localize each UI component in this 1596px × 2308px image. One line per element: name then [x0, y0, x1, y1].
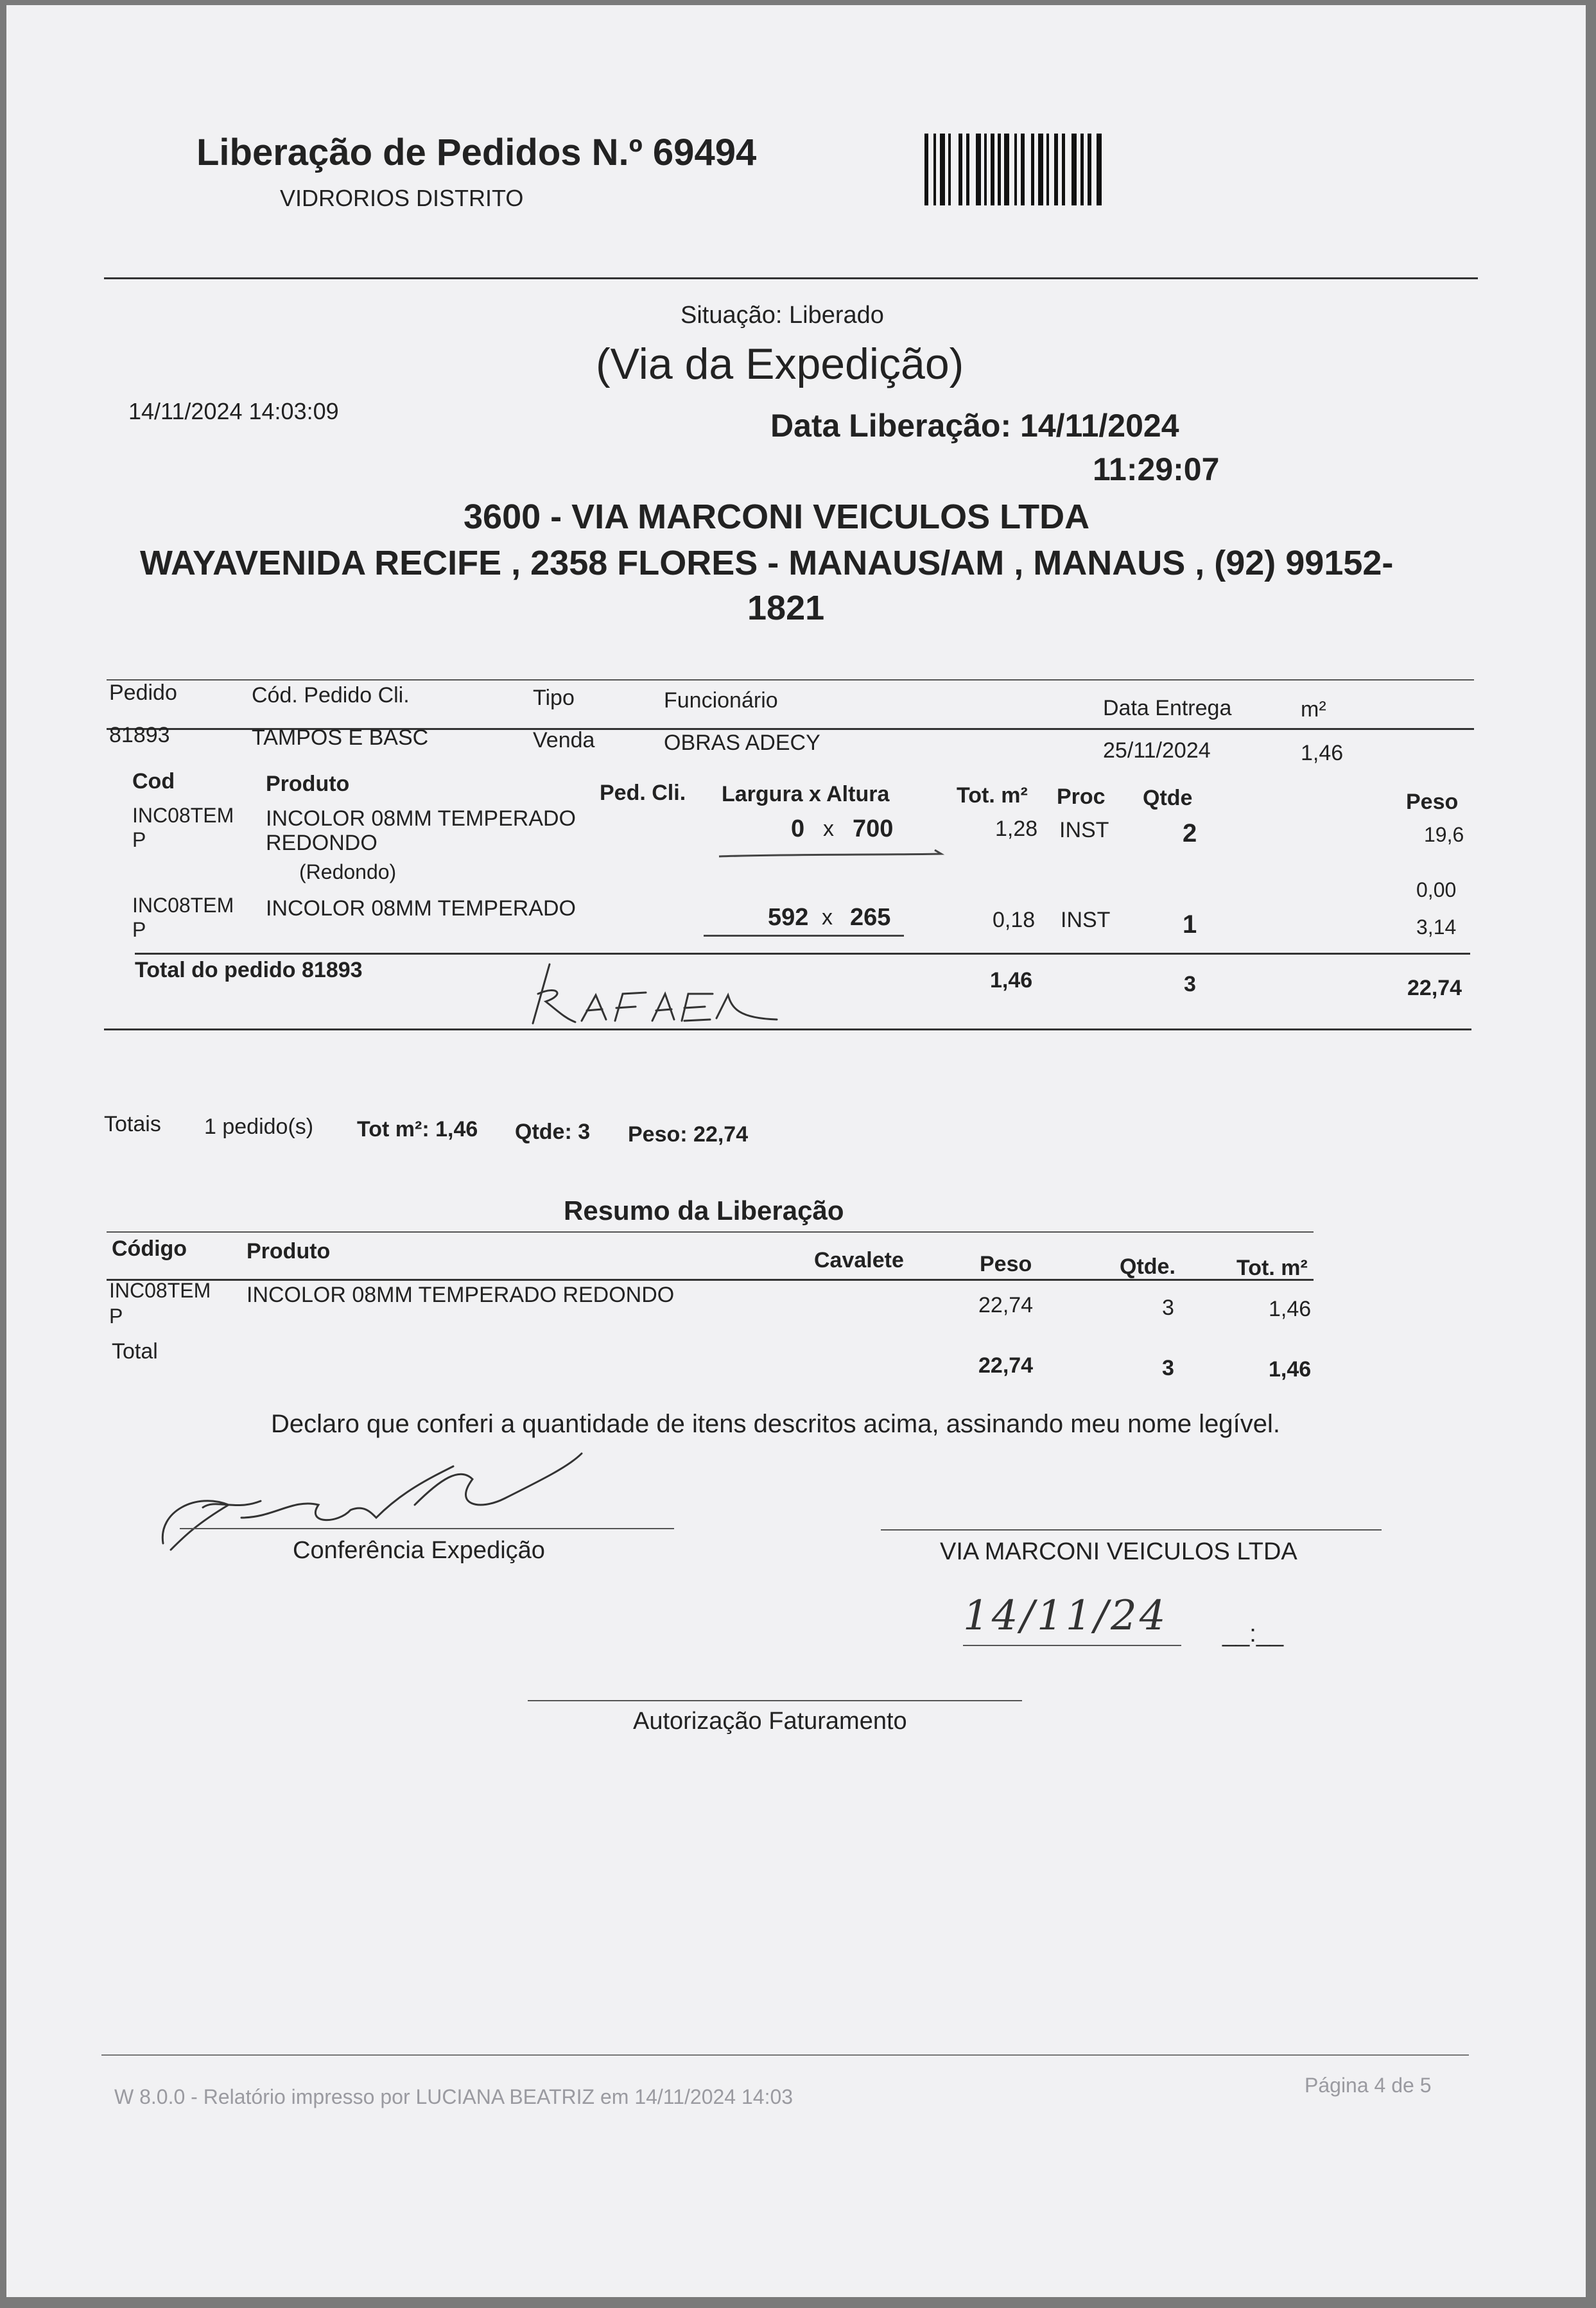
- header-divider: [104, 277, 1478, 279]
- customer-address-line2: 1821: [747, 589, 825, 627]
- cell-data-entrega: 25/11/2024: [1103, 738, 1211, 763]
- item2-altura: 265: [850, 904, 891, 931]
- item2-cod: INC08TEM: [132, 894, 234, 917]
- totals-peso: Peso: 22,74: [628, 1122, 749, 1147]
- order-table-top-border: [107, 679, 1474, 681]
- item1-altura: 700: [853, 815, 894, 842]
- item1-proc: INST: [1059, 818, 1109, 842]
- document-title: Liberação de Pedidos N.º 69494: [196, 132, 757, 173]
- totals-qtde: Qtde: 3: [515, 1120, 591, 1144]
- summary-top-border: [107, 1231, 1314, 1233]
- release-date: Data Liberação: 14/11/2024: [770, 408, 1179, 444]
- date-underline: [963, 1645, 1181, 1646]
- print-datetime: 14/11/2024 14:03:09: [128, 398, 339, 424]
- document-page: [6, 5, 1586, 2297]
- item1-peso-extra: 0,00: [1416, 878, 1457, 901]
- conferencia-label: Conferência Expedição: [293, 1537, 545, 1564]
- cell-m2: 1,46: [1301, 741, 1344, 765]
- col-cod-pedido-cli: Cód. Pedido Cli.: [252, 683, 410, 707]
- col-produto: Produto: [266, 772, 350, 796]
- item1-x: x: [823, 817, 834, 841]
- cell-tipo: Venda: [533, 728, 595, 752]
- customer-signature-line: [881, 1529, 1382, 1531]
- item2-x: x: [822, 905, 833, 930]
- col-proc: Proc: [1057, 785, 1106, 809]
- item1-peso: 19,6: [1424, 823, 1464, 846]
- customer-name: 3600 - VIA MARCONI VEICULOS LTDA: [464, 498, 1090, 536]
- item1-dimension-underline: [716, 846, 948, 865]
- autorizacao-signature-line: [528, 1700, 1022, 1701]
- item1-tot-m2: 1,28: [995, 817, 1038, 841]
- item2-produto: INCOLOR 08MM TEMPERADO: [266, 896, 577, 921]
- item1-cod-cont: P: [132, 828, 146, 851]
- summary-total-peso: 22,74: [978, 1353, 1034, 1378]
- item2-peso: 3,14: [1416, 915, 1457, 939]
- summary-cell-produto: INCOLOR 08MM TEMPERADO REDONDO: [247, 1283, 675, 1307]
- summary-total-label: Total: [112, 1339, 158, 1364]
- item2-dimension-underline: [704, 935, 904, 937]
- footer-page-number: Página 4 de 5: [1305, 2074, 1432, 2097]
- col-ped-cli: Ped. Cli.: [600, 781, 686, 805]
- summary-title: Resumo da Liberação: [564, 1195, 844, 1226]
- summary-col-codigo: Código: [112, 1236, 187, 1261]
- declaration-text: Declaro que conferi a quantidade de itens descritos acima, assinando meu nome legível.: [271, 1410, 1281, 1438]
- handwritten-signature-conferencia: [158, 1453, 594, 1550]
- handwritten-date: 14/11/24: [963, 1592, 1168, 1640]
- item2-largura: 592: [768, 904, 809, 931]
- footer-printed-by: W 8.0.0 - Relatório impresso por LUCIANA BEATRIZ em 14/11/2024 14:03: [114, 2085, 794, 2108]
- summary-total-m2: 1,46: [1269, 1357, 1312, 1382]
- customer-address-line1: WAYAVENIDA RECIFE , 2358 FLORES - MANAUS/AM , MANAUS , (92) 99152-: [140, 544, 1394, 582]
- item1-qtde: 2: [1183, 819, 1197, 847]
- col-cod: Cod: [132, 769, 175, 794]
- totals-label: Totais: [104, 1112, 161, 1136]
- col-tot-m2: Tot. m²: [957, 783, 1028, 808]
- via-label: (Via da Expedição): [596, 340, 964, 388]
- col-largura-altura: Largura x Altura: [722, 782, 890, 806]
- time-placeholder: __:__: [1222, 1620, 1284, 1647]
- company-name: VIDRORIOS DISTRITO: [280, 185, 524, 211]
- summary-cell-codigo-cont: P: [109, 1305, 123, 1328]
- order-total-peso: 22,74: [1407, 976, 1462, 1000]
- item2-qtde: 1: [1183, 910, 1197, 939]
- order-section-bottom-divider: [104, 1028, 1471, 1030]
- autorizacao-label: Autorização Faturamento: [633, 1708, 907, 1735]
- summary-col-qtde: Qtde.: [1120, 1254, 1175, 1279]
- order-total-label: Total do pedido 81893: [135, 958, 363, 982]
- item1-largura: 0: [791, 815, 805, 842]
- summary-col-tot-m2: Tot. m²: [1236, 1256, 1308, 1280]
- item1-produto-note: (Redondo): [299, 860, 397, 883]
- summary-total-qtde: 3: [1162, 1356, 1174, 1380]
- col-peso: Peso: [1406, 790, 1459, 814]
- item1-produto: INCOLOR 08MM TEMPERADO: [266, 806, 577, 831]
- handwritten-signature-rafael: [520, 957, 790, 1034]
- totals-m2: Tot m²: 1,46: [357, 1117, 478, 1141]
- summary-col-peso: Peso: [980, 1252, 1032, 1276]
- item1-cod: INC08TEM: [132, 804, 234, 827]
- col-data-entrega: Data Entrega: [1103, 696, 1232, 720]
- col-funcionario: Funcionário: [664, 688, 778, 713]
- footer-divider: [101, 2054, 1469, 2056]
- item2-proc: INST: [1061, 908, 1111, 932]
- order-total-m2: 1,46: [990, 968, 1033, 993]
- summary-col-cavalete: Cavalete: [814, 1248, 904, 1272]
- col-m2: m²: [1301, 697, 1326, 722]
- item2-tot-m2: 0,18: [993, 908, 1036, 932]
- summary-col-produto: Produto: [247, 1239, 331, 1263]
- item2-cod-cont: P: [132, 918, 146, 941]
- customer-signature-label: VIA MARCONI VEICULOS LTDA: [940, 1538, 1297, 1565]
- col-qtde: Qtde: [1143, 786, 1193, 810]
- cell-cod-pedido-cli: TAMPOS E BASC: [252, 725, 429, 750]
- barcode: [924, 134, 1168, 205]
- summary-cell-codigo: INC08TEM: [109, 1279, 211, 1302]
- cell-funcionario: OBRAS ADECY: [664, 731, 820, 755]
- summary-cell-peso: 22,74: [978, 1293, 1034, 1317]
- cell-pedido: 81893: [109, 723, 170, 747]
- totals-pedidos: 1 pedido(s): [204, 1115, 314, 1139]
- situation: Situação: Liberado: [681, 302, 884, 329]
- col-tipo: Tipo: [533, 686, 575, 710]
- conferencia-signature-line: [180, 1528, 674, 1529]
- order-total-qtde: 3: [1184, 972, 1196, 996]
- summary-cell-qtde: 3: [1162, 1296, 1174, 1320]
- summary-cell-tot-m2: 1,46: [1269, 1297, 1312, 1321]
- summary-header-divider: [107, 1279, 1314, 1281]
- col-pedido: Pedido: [109, 681, 177, 705]
- item1-produto-cont: REDONDO: [266, 831, 377, 855]
- items-total-divider: [135, 953, 1470, 955]
- release-time: 11:29:07: [1093, 451, 1220, 487]
